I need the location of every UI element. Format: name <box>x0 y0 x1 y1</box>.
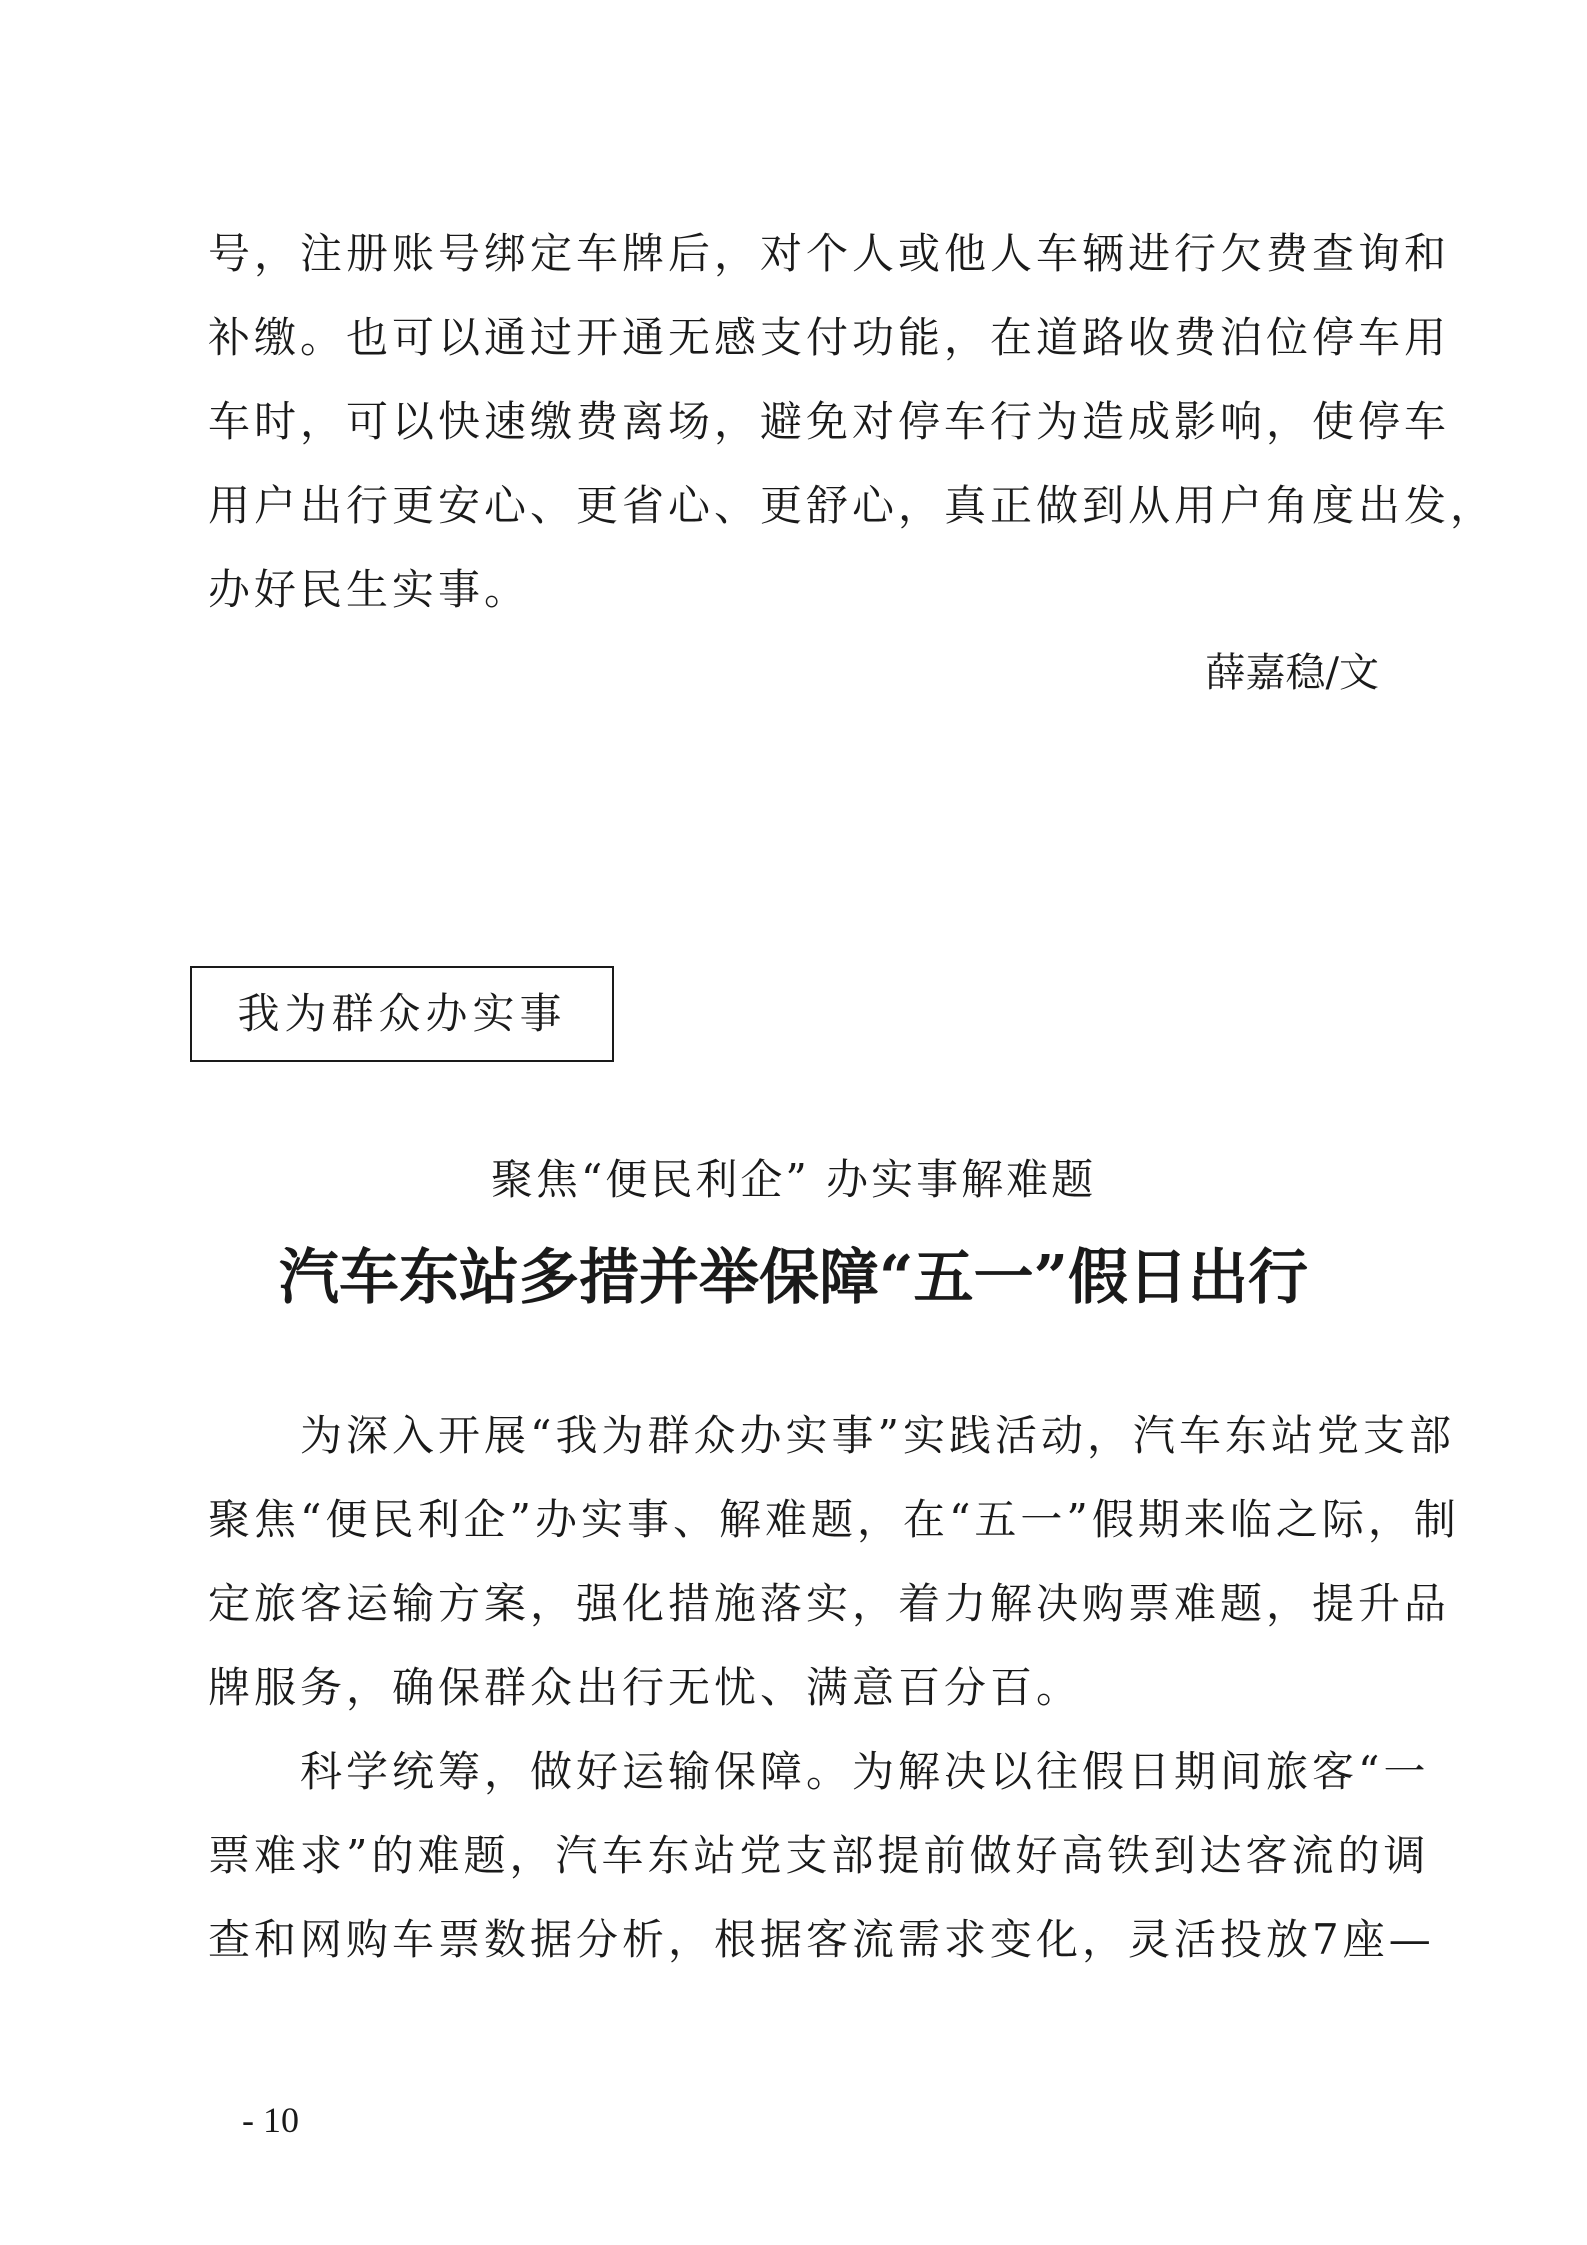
continuation-line-4: 用户出行更安心、更省心、更舒心，真正做到从用户角度出发， <box>208 481 1497 530</box>
continuation-line-5: 办好民生实事。 <box>208 565 531 614</box>
column-label-box: 我为群众办实事 <box>190 966 614 1062</box>
body-line-4: 牌服务，确保群众出行无忧、满意百分百。 <box>208 1663 1083 1712</box>
page-number: - 10 <box>242 2100 299 2140</box>
body-line-6: 票难求”的难题，汽车东站党支部提前做好高铁到达客流的调 <box>208 1831 1430 1880</box>
body-line-2: 聚焦“便民利企”办实事、解难题，在“五一”假期来临之际，制 <box>208 1495 1460 1544</box>
continuation-line-1: 号，注册账号绑定车牌后，对个人或他人车辆进行欠费查询和 <box>208 229 1451 278</box>
body-line-5: 科学统筹，做好运输保障。为解决以往假日期间旅客“一 <box>208 1747 1430 1796</box>
body-line-3: 定旅客运输方案，强化措施落实，着力解决购票难题，提升品 <box>208 1579 1451 1628</box>
article-title: 汽车东站多措并举保障“五一”假日出行 <box>278 1243 1309 1313</box>
article-subtitle: 聚焦“便民利企” 办实事解难题 <box>490 1155 1097 1204</box>
continuation-line-3: 车时，可以快速缴费离场，避免对停车行为造成影响，使停车 <box>208 397 1451 446</box>
body-line-7: 查和网购车票数据分析，根据客流需求变化，灵活投放7座— <box>208 1915 1435 1964</box>
body-line-1: 为深入开展“我为群众办实事”实践活动，汽车东站党支部 <box>208 1411 1455 1460</box>
author-byline: 薛嘉稳/文 <box>1205 650 1379 696</box>
continuation-line-2: 补缴。也可以通过开通无感支付功能，在道路收费泊位停车用 <box>208 313 1451 362</box>
